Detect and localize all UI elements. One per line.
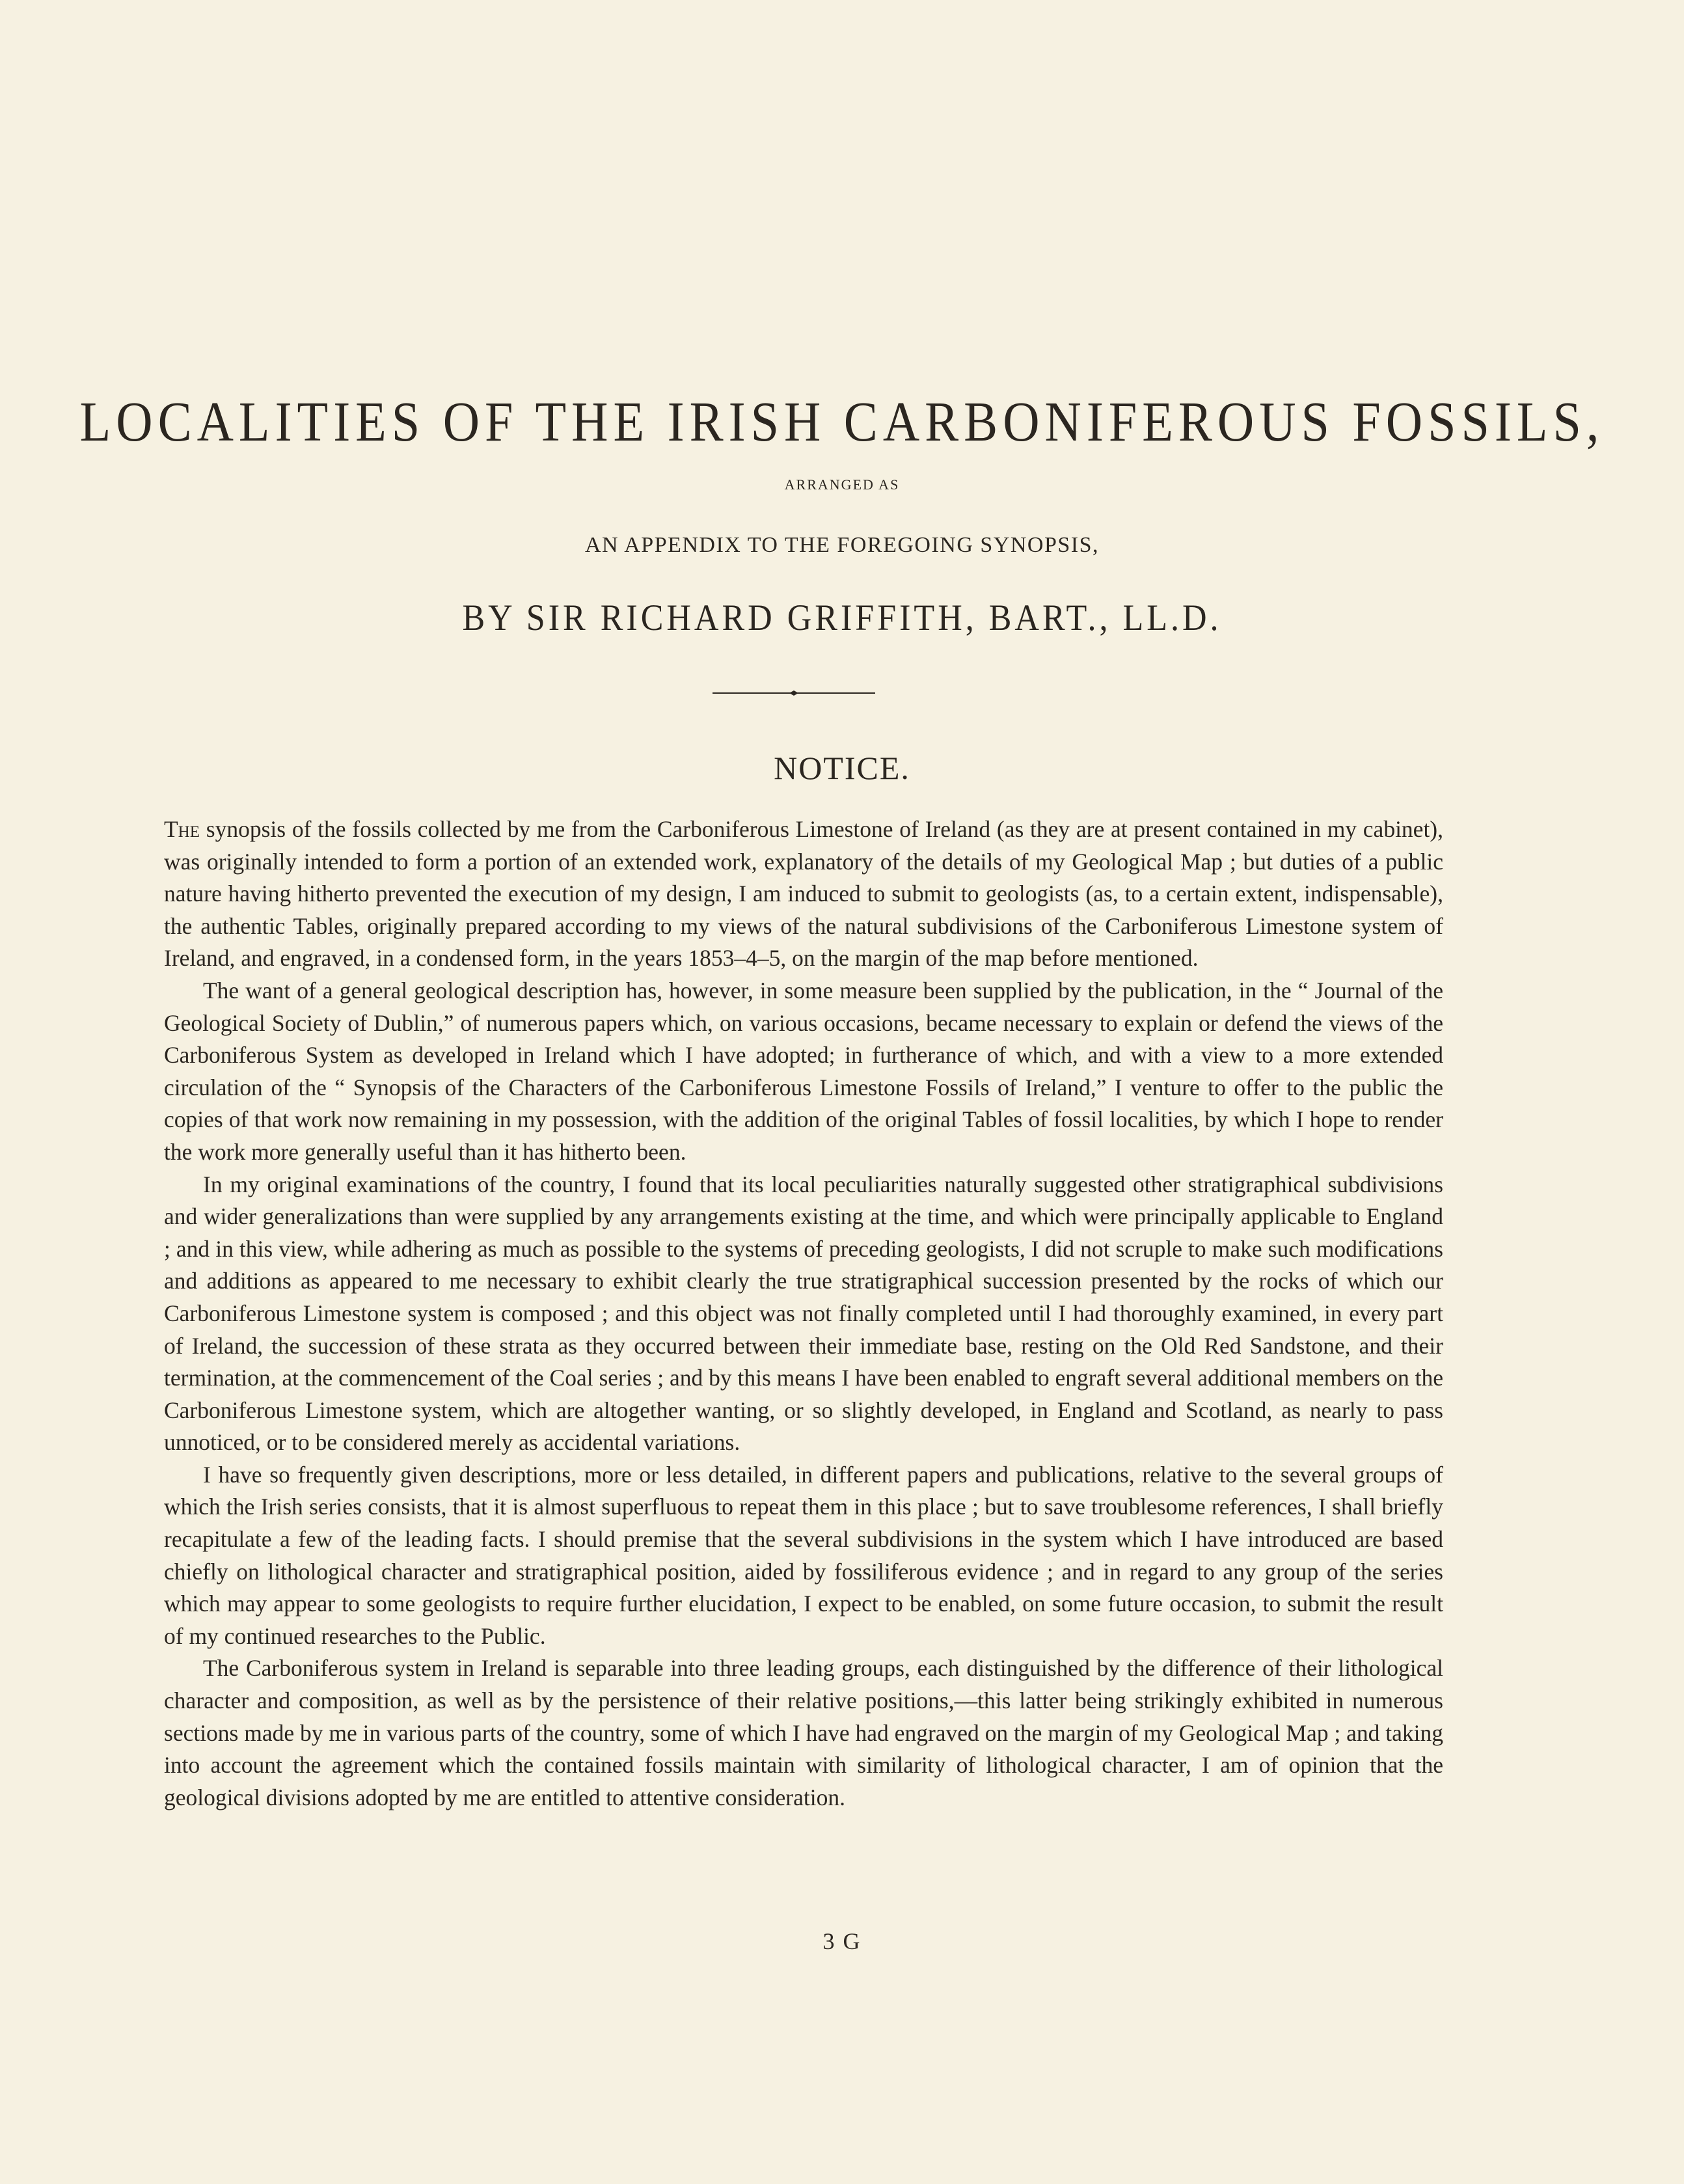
author-line: BY SIR RICHARD GRIFFITH, BART., LL.D. xyxy=(462,597,1222,639)
paragraph-5: The Carboniferous system in Ireland is separable into three leading groups, each distinguished by the difference of their lithological character and composition, as well as by the persistence of their relative positions,—this latter being strikingly exhibited in numerous sections made by me in various parts of the country, some of which I have had engraved on the margin of my Geological Map ; and taking into account the agreement which the contained fossils maintain with similarity of lithological character, I am of opinion that the geological divisions adopted by me are entitled to attentive consideration. xyxy=(164,1655,1443,1810)
paragraph-3: In my original examinations of the country, I found that its local peculiarities naturally suggested other stratigraphical subdivisions and wider generalizations than were supplied by any arrangements existing at the time, and which were principally applicable to England ; and in this view, while adhering as much as possible to the systems of preceding geologists, I did not scruple to make such modifications and additions as appeared to me necessary to exhibit clearly the true stratigraphical succession presented by the rocks of which our Carboniferous Limestone system is composed ; and this object was not finally completed until I had thoroughly examined, in every part of Ireland, the succession of these strata as they occurred between their immediate base, resting on the Old Red Sandstone, and their termination, at the commencement of the Coal series ; and by this means I have been enabled to engraft several additional members on the Carboniferous Limestone system, which are altogether wanting, or so slightly developed, in England and Scotland, as nearly to pass unnoticed, or to be considered merely as accidental variations. xyxy=(164,1171,1443,1456)
drop-word: The xyxy=(164,816,200,842)
subtitle-arranged: ARRANGED AS xyxy=(784,476,900,493)
ornamental-rule xyxy=(713,690,875,696)
subtitle-appendix: AN APPENDIX TO THE FOREGOING SYNOPSIS, xyxy=(585,533,1099,557)
paragraph-2: The want of a general geological description has, however, in some measure been supplied by the publication, in the “ Journal of the Geological Society of Dublin,” of numerous papers which, on various occasions, became necessary to explain or defend the views of the Carboniferous System as developed in Ireland which I have adopted; in furtherance of which, and with a view to a more extended circulation of the “ Synopsis of the Characters of the Carboniferous Limestone Fossils of Ireland,” I venture to offer to the public the copies of that work now remaining in my possession, with the addition of the original Tables of fossil localities, by which I hope to render the work more generally useful than it has hitherto been. xyxy=(164,977,1443,1165)
page-title: LOCALITIES OF THE IRISH CARBONIFEROUS FOSSILS, xyxy=(79,389,1605,454)
notice-heading: NOTICE. xyxy=(774,750,910,786)
notice-body xyxy=(164,813,1443,1814)
signature-mark: 3 G xyxy=(822,1928,862,1954)
paragraph-1-text: synopsis of the fossils collected by me from the Carboniferous Limestone of Ireland (as they are at present contained in my cabinet), was originally intended to form a portion of an extended work, explanatory of the details of my Geological Map ; but duties of a public nature having hitherto prevented the execution of my design, I am induced to submit to geologists (as, to a certain extent, indispensable), the authentic Tables, originally prepared according to my views of the natural subdivisions of the Carboniferous Limestone system of Ireland, and engraved, in a condensed form, in the years 1853–4–5, on the margin of the map before mentioned. xyxy=(164,816,1443,972)
paragraph-1 xyxy=(164,813,1443,975)
paragraph-4: I have so frequently given descriptions, more or less detailed, in different papers and publications, relative to the several groups of which the Irish series consists, that it is almost superfluous to repeat them in this place ; but to save troublesome references, I shall briefly recapitulate a few of the leading facts. I should premise that the several subdivisions in the system which I have introduced are based chiefly on lithological character and stratigraphical position, aided by fossiliferous evidence ; and in regard to any group of the series which may appear to some geologists to require further elucidation, I expect to be enabled, on some future occasion, to submit the result of my continued researches to the Public. xyxy=(164,1461,1443,1649)
